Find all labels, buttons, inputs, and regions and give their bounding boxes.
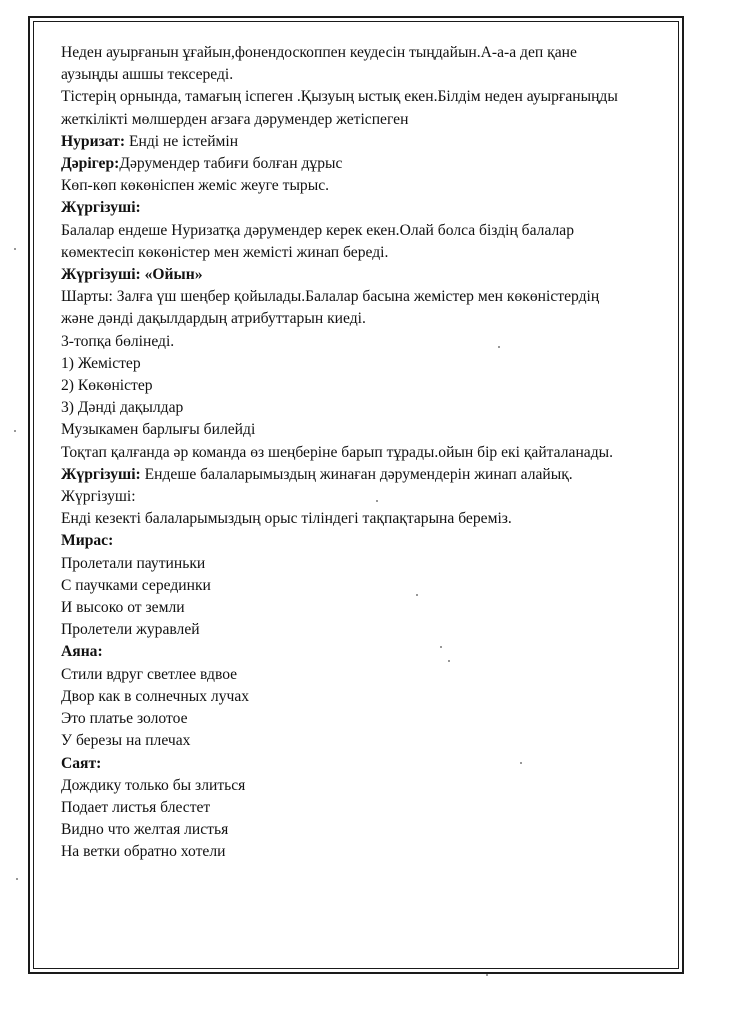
text-line-35	[61, 797, 669, 819]
scan-speck	[498, 346, 500, 348]
line-text: көмектесіп көкөністер мен жемісті жинап береді.	[61, 243, 389, 261]
line-text: жеткілікті мөлшерден ағзаға дәрумендер жетіспеген	[61, 110, 409, 128]
line-text: Ендеше балаларымыздың жинаған дәрумендерін жинап алайық.	[140, 465, 573, 483]
speaker-label: Жүргізуші: «Ойын»	[61, 266, 203, 284]
text-line-4	[61, 109, 669, 131]
text-line-21	[61, 486, 669, 508]
line-text: Пролетели журавлей	[61, 621, 200, 639]
text-line-29	[61, 664, 669, 686]
line-text: С паучками серединки	[61, 576, 211, 594]
text-line-9	[61, 220, 669, 242]
text-line-15	[61, 353, 669, 375]
line-text: Дождику только бы злиться	[61, 776, 246, 794]
line-text: 2) Көкөністер	[61, 377, 153, 395]
scan-speck	[486, 974, 488, 976]
text-line-33	[61, 753, 669, 775]
text-line-22	[61, 508, 669, 530]
speaker-label: Мирас:	[61, 532, 114, 550]
text-line-11	[61, 264, 669, 286]
text-line-31	[61, 708, 669, 730]
speaker-label: Жүргізуші:	[61, 199, 141, 217]
text-line-13	[61, 308, 669, 330]
line-text: Көп-көп көкөніспен жеміс жеуге тырыс.	[61, 177, 330, 195]
line-text: Тоқтап қалғанда әр команда өз шеңберіне барып тұрады.ойын бір екі қайталанады.	[61, 443, 614, 461]
line-text: У березы на плечах	[61, 732, 191, 750]
text-line-7	[61, 175, 669, 197]
scan-speck	[416, 594, 418, 596]
line-text: Видно что желтая листья	[61, 821, 229, 839]
text-line-25	[61, 575, 669, 597]
line-text: және дәнді дақылдардың атрибуттарын киеді.	[61, 310, 366, 328]
line-text: 1) Жемістер	[61, 354, 141, 372]
text-line-17	[61, 397, 669, 419]
scan-speck	[448, 660, 450, 662]
text-line-16	[61, 375, 669, 397]
speaker-label: Аяна:	[61, 643, 103, 661]
line-text: Шарты: Залға үш шеңбер қойылады.Балалар басына жемістер мен көкөністердің	[61, 288, 600, 306]
speaker-label: Нуризат:	[61, 132, 126, 150]
scan-speck	[14, 248, 16, 250]
line-text: 3-топқа бөлінеді.	[61, 332, 175, 350]
text-line-23	[61, 530, 669, 552]
line-text: Енді кезекті балаларымыздың орыс тіліндегі тақпақтарына береміз.	[61, 510, 512, 528]
line-text: Неден ауырғанын ұғайын,фонендоскоппен кеудесін тыңдайын.А-а-а деп қане	[61, 44, 577, 61]
text-line-30	[61, 686, 669, 708]
text-line-6	[61, 153, 669, 175]
text-line-5	[61, 131, 669, 153]
text-line-2	[61, 64, 669, 86]
line-text: Музыкамен барлығы билейді	[61, 421, 256, 439]
line-text: Балалар ендеше Нуризатқа дәрумендер керек екен.Олай болса біздің балалар	[61, 221, 575, 239]
text-line-20	[61, 464, 669, 486]
line-text: 3) Дәнді дақылдар	[61, 399, 184, 417]
text-line-34	[61, 775, 669, 797]
line-text: Жүргізуші:	[61, 488, 136, 506]
text-line-1	[61, 42, 669, 64]
text-line-37	[61, 841, 669, 863]
line-text: Стили вдруг светлее вдвое	[61, 665, 238, 683]
line-text: аузыңды ашшы тексереді.	[61, 66, 234, 84]
text-line-19	[61, 442, 669, 464]
scan-speck	[14, 430, 16, 432]
line-text: И высоко от земли	[61, 599, 185, 617]
line-text: Енді не істеймін	[125, 132, 239, 150]
document-text	[61, 42, 669, 864]
text-line-10	[61, 242, 669, 264]
text-line-8	[61, 197, 669, 219]
line-text: Двор как в солнечных лучах	[61, 687, 250, 705]
line-text: На ветки обратно хотели	[61, 843, 226, 861]
text-line-24	[61, 553, 669, 575]
speaker-label: Жүргізуші:	[61, 465, 141, 483]
text-line-12	[61, 286, 669, 308]
line-text: Подает листья блестет	[61, 798, 211, 816]
scan-speck	[376, 500, 378, 502]
line-text: Это платье золотое	[61, 710, 188, 728]
speaker-label: Дәрігер:	[61, 155, 120, 173]
scan-speck	[16, 878, 18, 880]
line-text: Тістерің орнында, тамағың іспеген .Қызуың ыстық екен.Білдім неден ауырғаныңды	[61, 88, 618, 106]
text-line-14	[61, 331, 669, 353]
scan-speck	[520, 762, 522, 764]
text-line-18	[61, 419, 669, 441]
text-line-28	[61, 641, 669, 663]
speaker-label: Саят:	[61, 754, 102, 772]
scan-speck	[440, 646, 442, 648]
text-line-32	[61, 730, 669, 752]
line-text: Дәрумендер табиғи болған дұрыс	[119, 155, 343, 173]
text-line-26	[61, 597, 669, 619]
text-line-36	[61, 819, 669, 841]
text-line-3	[61, 86, 669, 108]
text-line-27	[61, 619, 669, 641]
line-text: Пролетали паутиньки	[61, 554, 206, 572]
